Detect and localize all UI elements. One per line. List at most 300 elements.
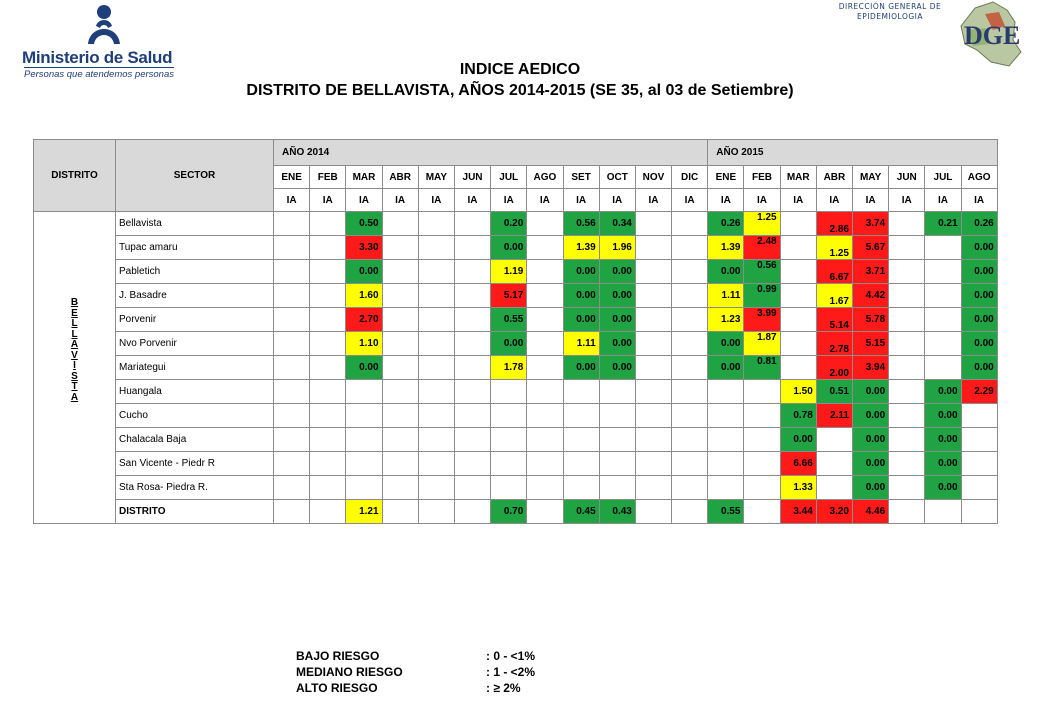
month-header: ABR xyxy=(816,166,852,189)
ia-header: IA xyxy=(635,189,671,212)
ia-value-cell xyxy=(382,356,418,380)
ia-value-cell xyxy=(310,404,346,428)
legend-range: : 1 - <2% xyxy=(486,665,536,679)
ia-value-cell: 1.19 xyxy=(491,260,527,284)
table-row xyxy=(34,500,998,524)
ministry-tagline: Personas que atendemos personas xyxy=(24,69,174,80)
ia-header: IA xyxy=(527,189,563,212)
ia-value-cell xyxy=(274,476,310,500)
ia-value-cell xyxy=(418,236,454,260)
table-row xyxy=(34,308,998,332)
peru-map-icon xyxy=(955,0,1025,70)
ia-value-cell xyxy=(527,260,563,284)
ia-value-cell: 2.29 xyxy=(961,380,997,404)
ia-value-cell xyxy=(925,332,961,356)
ia-value-cell xyxy=(635,284,671,308)
ia-value-cell: 2.70 xyxy=(346,308,382,332)
ia-value-cell xyxy=(382,404,418,428)
ia-value-cell: 0.00 xyxy=(780,428,816,452)
ia-value-cell: 4.42 xyxy=(853,284,889,308)
ia-value-cell: 0.00 xyxy=(925,452,961,476)
ia-value-cell: 0.00 xyxy=(853,404,889,428)
legend-range: : 0 - <1% xyxy=(486,649,536,663)
ia-value-cell xyxy=(527,308,563,332)
ia-value-cell xyxy=(310,236,346,260)
month-header: JUL xyxy=(491,166,527,189)
ia-value-cell xyxy=(599,452,635,476)
ia-value-cell xyxy=(925,500,961,524)
ia-value-cell xyxy=(274,260,310,284)
ia-header: IA xyxy=(780,189,816,212)
ia-value-cell: 5.15 xyxy=(853,332,889,356)
ia-value-cell xyxy=(708,452,744,476)
ia-value-cell: 0.00 xyxy=(599,356,635,380)
sector-name: Porvenir xyxy=(116,308,274,332)
ia-header: IA xyxy=(672,189,708,212)
ia-value-cell xyxy=(563,452,599,476)
ia-value-cell: 3.99 xyxy=(744,308,780,332)
ia-value-cell xyxy=(382,260,418,284)
ia-value-cell: 0.20 xyxy=(491,212,527,236)
ia-value-cell xyxy=(491,452,527,476)
ia-value-cell xyxy=(310,284,346,308)
legend-label: BAJO RIESGO xyxy=(296,649,380,663)
ia-value-cell: 3.94 xyxy=(853,356,889,380)
ia-value-cell xyxy=(527,356,563,380)
ia-value-cell: 0.55 xyxy=(491,308,527,332)
district-letter: L xyxy=(71,318,78,329)
table-row xyxy=(34,476,998,500)
district-letter: I xyxy=(73,360,76,371)
table-row xyxy=(34,332,998,356)
ia-value-cell xyxy=(635,356,671,380)
sector-name: J. Basadre xyxy=(116,284,274,308)
ia-value-cell xyxy=(635,212,671,236)
ia-value-cell: 0.56 xyxy=(563,212,599,236)
ia-value-cell xyxy=(418,308,454,332)
ia-value-cell: 0.00 xyxy=(853,380,889,404)
ia-value-cell xyxy=(925,356,961,380)
month-header: MAR xyxy=(780,166,816,189)
ia-value-cell xyxy=(418,500,454,524)
sector-name: Bellavista xyxy=(116,212,274,236)
ia-value-cell: 3.20 xyxy=(816,500,852,524)
ia-value-cell xyxy=(454,452,490,476)
district-letter: T xyxy=(71,381,78,392)
ia-value-cell xyxy=(925,284,961,308)
ia-header: IA xyxy=(346,189,382,212)
ia-value-cell xyxy=(310,452,346,476)
ia-value-cell xyxy=(889,476,925,500)
page-subtitle: DISTRITO DE BELLAVISTA, AÑOS 2014-2015 (SE 35, al 03 de Setiembre) xyxy=(246,82,794,99)
district-vertical-label xyxy=(34,212,116,524)
header-sector: SECTOR xyxy=(116,140,274,212)
ia-value-cell xyxy=(635,236,671,260)
ia-value-cell: 0.00 xyxy=(961,284,997,308)
month-header: ABR xyxy=(382,166,418,189)
dge-caption-line2: EPIDEMIOLOGIA xyxy=(856,12,924,21)
month-header: OCT xyxy=(599,166,635,189)
ia-value-cell: 0.26 xyxy=(708,212,744,236)
ia-value-cell xyxy=(961,476,997,500)
ia-header: IA xyxy=(925,189,961,212)
ia-value-cell xyxy=(672,212,708,236)
ia-value-cell xyxy=(310,500,346,524)
table-row xyxy=(34,260,998,284)
ia-value-cell xyxy=(889,332,925,356)
ia-value-cell xyxy=(418,452,454,476)
ia-value-cell xyxy=(491,404,527,428)
ia-value-cell xyxy=(599,476,635,500)
table-row xyxy=(34,380,998,404)
ia-header: IA xyxy=(563,189,599,212)
dge-caption xyxy=(820,2,960,22)
district-letter: B xyxy=(70,297,79,308)
ia-value-cell xyxy=(454,332,490,356)
ia-header: IA xyxy=(853,189,889,212)
ia-value-cell: 0.00 xyxy=(563,356,599,380)
ia-value-cell xyxy=(527,332,563,356)
table-row xyxy=(34,212,998,236)
ia-value-cell xyxy=(454,476,490,500)
ia-value-cell: 2.11 xyxy=(816,404,852,428)
ia-value-cell xyxy=(418,212,454,236)
ia-value-cell xyxy=(454,212,490,236)
district-letter: A xyxy=(70,339,79,350)
ia-value-cell xyxy=(816,452,852,476)
ia-value-cell: 0.00 xyxy=(491,332,527,356)
ia-value-cell xyxy=(780,332,816,356)
ia-value-cell: 0.99 xyxy=(744,284,780,308)
ia-value-cell xyxy=(599,428,635,452)
ia-value-cell: 0.00 xyxy=(599,260,635,284)
ia-value-cell xyxy=(744,404,780,428)
ia-value-cell xyxy=(961,428,997,452)
table-row xyxy=(34,284,998,308)
ia-value-cell xyxy=(310,332,346,356)
ia-value-cell xyxy=(274,500,310,524)
ia-value-cell: 1.11 xyxy=(563,332,599,356)
ia-value-cell xyxy=(961,452,997,476)
ia-value-cell xyxy=(563,428,599,452)
ia-value-cell xyxy=(418,356,454,380)
ia-header: IA xyxy=(491,189,527,212)
ia-value-cell xyxy=(346,476,382,500)
ia-value-cell xyxy=(382,284,418,308)
sector-name: Tupac amaru xyxy=(116,236,274,260)
ia-value-cell xyxy=(310,308,346,332)
ia-value-cell: 1.60 xyxy=(346,284,382,308)
ia-value-cell xyxy=(454,356,490,380)
ia-value-cell xyxy=(635,476,671,500)
ia-value-cell: 0.00 xyxy=(961,356,997,380)
ia-value-cell: 1.23 xyxy=(708,308,744,332)
ia-value-cell xyxy=(274,404,310,428)
ia-value-cell: 0.81 xyxy=(744,356,780,380)
ia-value-cell xyxy=(889,284,925,308)
ia-value-cell xyxy=(780,284,816,308)
ia-value-cell xyxy=(889,236,925,260)
month-header: ENE xyxy=(708,166,744,189)
ia-value-cell: 0.45 xyxy=(563,500,599,524)
ia-value-cell xyxy=(889,380,925,404)
ministry-emblem-icon xyxy=(84,4,124,48)
ia-value-cell: 1.10 xyxy=(346,332,382,356)
ia-value-cell xyxy=(454,380,490,404)
ia-value-cell xyxy=(382,452,418,476)
district-letter: A xyxy=(70,391,79,403)
ia-value-cell xyxy=(454,284,490,308)
ia-value-cell: 0.00 xyxy=(925,380,961,404)
ia-header: IA xyxy=(744,189,780,212)
ia-value-cell xyxy=(780,356,816,380)
ia-value-cell xyxy=(527,284,563,308)
ia-value-cell xyxy=(310,212,346,236)
ia-value-cell xyxy=(454,428,490,452)
ia-value-cell: 0.00 xyxy=(853,428,889,452)
ia-value-cell: 0.00 xyxy=(599,308,635,332)
month-header: SET xyxy=(563,166,599,189)
ia-value-cell xyxy=(708,380,744,404)
ia-value-cell xyxy=(961,500,997,524)
ia-value-cell: 0.00 xyxy=(563,308,599,332)
ia-value-cell xyxy=(672,452,708,476)
district-letter: L xyxy=(71,328,78,340)
ia-value-cell: 0.21 xyxy=(925,212,961,236)
legend-row xyxy=(296,664,535,680)
ia-header: IA xyxy=(708,189,744,212)
ia-value-cell: 1.25 xyxy=(816,236,852,260)
ia-value-cell: 0.26 xyxy=(961,212,997,236)
ia-value-cell xyxy=(491,380,527,404)
ia-value-cell xyxy=(418,260,454,284)
legend-label: MEDIANO RIESGO xyxy=(296,665,403,679)
ia-value-cell xyxy=(454,308,490,332)
ia-value-cell: 0.55 xyxy=(708,500,744,524)
ia-header: IA xyxy=(418,189,454,212)
ia-value-cell xyxy=(889,404,925,428)
ia-value-cell xyxy=(454,404,490,428)
legend-range: : ≥ 2% xyxy=(486,681,521,695)
ia-value-cell xyxy=(635,452,671,476)
month-header: FEB xyxy=(310,166,346,189)
ia-value-cell xyxy=(672,476,708,500)
ia-value-cell xyxy=(274,236,310,260)
month-header: JUN xyxy=(454,166,490,189)
ia-value-cell: 0.00 xyxy=(599,332,635,356)
ia-value-cell xyxy=(274,356,310,380)
ia-value-cell xyxy=(274,284,310,308)
ia-value-cell: 0.70 xyxy=(491,500,527,524)
ia-value-cell xyxy=(274,380,310,404)
ia-value-cell: 0.00 xyxy=(961,332,997,356)
ia-value-cell xyxy=(635,332,671,356)
ia-value-cell xyxy=(310,260,346,284)
ia-value-cell xyxy=(346,380,382,404)
ia-header: IA xyxy=(310,189,346,212)
ia-value-cell: 2.86 xyxy=(816,212,852,236)
ia-value-cell xyxy=(780,260,816,284)
month-header: DIC xyxy=(672,166,708,189)
ia-value-cell xyxy=(672,284,708,308)
ia-value-cell: 5.67 xyxy=(853,236,889,260)
month-header: FEB xyxy=(744,166,780,189)
header-year-2014: AÑO 2014 xyxy=(274,140,708,166)
ia-value-cell xyxy=(708,476,744,500)
ia-value-cell: 1.33 xyxy=(780,476,816,500)
risk-legend xyxy=(296,648,535,696)
header-year-2015: AÑO 2015 xyxy=(708,140,998,166)
ia-value-cell: 3.71 xyxy=(853,260,889,284)
ia-value-cell: 6.67 xyxy=(816,260,852,284)
sector-name: Sta Rosa- Piedra R. xyxy=(116,476,274,500)
dge-caption-line1: DIRECCIÓN GENERAL DE xyxy=(838,2,942,11)
ia-value-cell: 1.50 xyxy=(780,380,816,404)
ia-value-cell xyxy=(382,380,418,404)
ia-value-cell: 0.50 xyxy=(346,212,382,236)
ia-header: IA xyxy=(889,189,925,212)
legend-label: ALTO RIESGO xyxy=(296,681,378,695)
ia-value-cell xyxy=(274,332,310,356)
ia-value-cell: 4.46 xyxy=(853,500,889,524)
ia-value-cell: 2.78 xyxy=(816,332,852,356)
ia-value-cell: 0.00 xyxy=(925,404,961,428)
ia-value-cell xyxy=(310,476,346,500)
header-distrito: DISTRITO xyxy=(34,140,116,212)
ia-value-cell xyxy=(454,236,490,260)
ia-value-cell xyxy=(889,212,925,236)
ia-value-cell xyxy=(418,380,454,404)
ia-value-cell: 1.39 xyxy=(563,236,599,260)
ia-value-cell: 0.00 xyxy=(961,236,997,260)
ia-value-cell xyxy=(889,308,925,332)
ia-value-cell xyxy=(527,380,563,404)
ia-value-cell xyxy=(527,500,563,524)
ia-value-cell: 1.39 xyxy=(708,236,744,260)
ia-value-cell xyxy=(527,236,563,260)
month-header: NOV xyxy=(635,166,671,189)
ia-value-cell xyxy=(310,356,346,380)
table-row xyxy=(34,236,998,260)
ia-value-cell: 6.66 xyxy=(780,452,816,476)
sector-name: Nvo Porvenir xyxy=(116,332,274,356)
legend-row xyxy=(296,680,535,696)
ia-value-cell: 1.96 xyxy=(599,236,635,260)
table-row xyxy=(34,428,998,452)
ia-value-cell xyxy=(635,404,671,428)
ia-value-cell xyxy=(925,260,961,284)
ia-value-cell xyxy=(672,332,708,356)
ia-value-cell xyxy=(744,500,780,524)
ia-value-cell: 1.25 xyxy=(744,212,780,236)
month-header: JUL xyxy=(925,166,961,189)
ia-value-cell xyxy=(563,476,599,500)
table-row xyxy=(34,452,998,476)
page-title: INDICE AEDICO xyxy=(459,61,581,78)
ia-value-cell: 1.87 xyxy=(744,332,780,356)
ia-value-cell xyxy=(418,284,454,308)
month-header: AGO xyxy=(961,166,997,189)
ia-value-cell xyxy=(418,476,454,500)
ia-value-cell xyxy=(454,500,490,524)
ia-value-cell xyxy=(780,212,816,236)
ia-value-cell xyxy=(635,380,671,404)
ia-value-cell: 0.00 xyxy=(346,356,382,380)
sector-name: Pabletich xyxy=(116,260,274,284)
aedic-index-table-container xyxy=(33,139,997,519)
ia-value-cell: 0.51 xyxy=(816,380,852,404)
ia-value-cell xyxy=(889,356,925,380)
ia-value-cell xyxy=(961,404,997,428)
ia-value-cell: 0.00 xyxy=(599,284,635,308)
ia-header: IA xyxy=(454,189,490,212)
ia-value-cell xyxy=(382,500,418,524)
ia-value-cell xyxy=(744,380,780,404)
ia-value-cell: 0.56 xyxy=(744,260,780,284)
ia-value-cell xyxy=(274,308,310,332)
ia-value-cell xyxy=(563,380,599,404)
dge-logo xyxy=(955,0,1025,70)
ia-value-cell xyxy=(527,404,563,428)
ia-value-cell xyxy=(744,476,780,500)
ia-value-cell xyxy=(780,308,816,332)
ia-value-cell xyxy=(491,428,527,452)
ia-value-cell xyxy=(491,476,527,500)
ia-value-cell xyxy=(599,404,635,428)
ia-value-cell xyxy=(672,260,708,284)
ia-value-cell xyxy=(708,404,744,428)
month-header: MAY xyxy=(418,166,454,189)
ia-value-cell: 3.74 xyxy=(853,212,889,236)
ia-value-cell xyxy=(418,332,454,356)
ia-value-cell: 1.67 xyxy=(816,284,852,308)
ia-value-cell xyxy=(672,356,708,380)
district-letter: V xyxy=(71,349,78,361)
ia-value-cell xyxy=(744,452,780,476)
ia-value-cell: 0.00 xyxy=(925,428,961,452)
ia-value-cell: 0.00 xyxy=(708,332,744,356)
ia-value-cell: 2.48 xyxy=(744,236,780,260)
sector-name: Mariategui xyxy=(116,356,274,380)
ia-value-cell xyxy=(925,236,961,260)
ia-value-cell: 1.78 xyxy=(491,356,527,380)
ia-value-cell xyxy=(889,428,925,452)
ia-value-cell: 0.00 xyxy=(853,452,889,476)
aedic-index-table xyxy=(33,139,998,524)
ia-value-cell xyxy=(635,500,671,524)
ia-value-cell xyxy=(672,500,708,524)
ia-value-cell xyxy=(346,452,382,476)
ia-value-cell xyxy=(346,428,382,452)
sector-name: Chalacala Baja xyxy=(116,428,274,452)
dge-logo-letters: DGE xyxy=(964,21,1021,50)
ia-value-cell: 5.78 xyxy=(853,308,889,332)
ia-value-cell xyxy=(889,500,925,524)
ia-value-cell xyxy=(527,452,563,476)
ia-value-cell xyxy=(346,404,382,428)
ia-value-cell xyxy=(672,308,708,332)
table-row xyxy=(34,356,998,380)
ia-value-cell xyxy=(672,236,708,260)
ia-value-cell: 0.00 xyxy=(708,356,744,380)
ia-value-cell xyxy=(889,452,925,476)
ia-value-cell: 5.17 xyxy=(491,284,527,308)
ia-value-cell: 0.00 xyxy=(491,236,527,260)
sector-name: DISTRITO xyxy=(116,500,274,524)
ia-value-cell xyxy=(382,212,418,236)
ia-value-cell xyxy=(382,332,418,356)
ia-value-cell xyxy=(563,404,599,428)
